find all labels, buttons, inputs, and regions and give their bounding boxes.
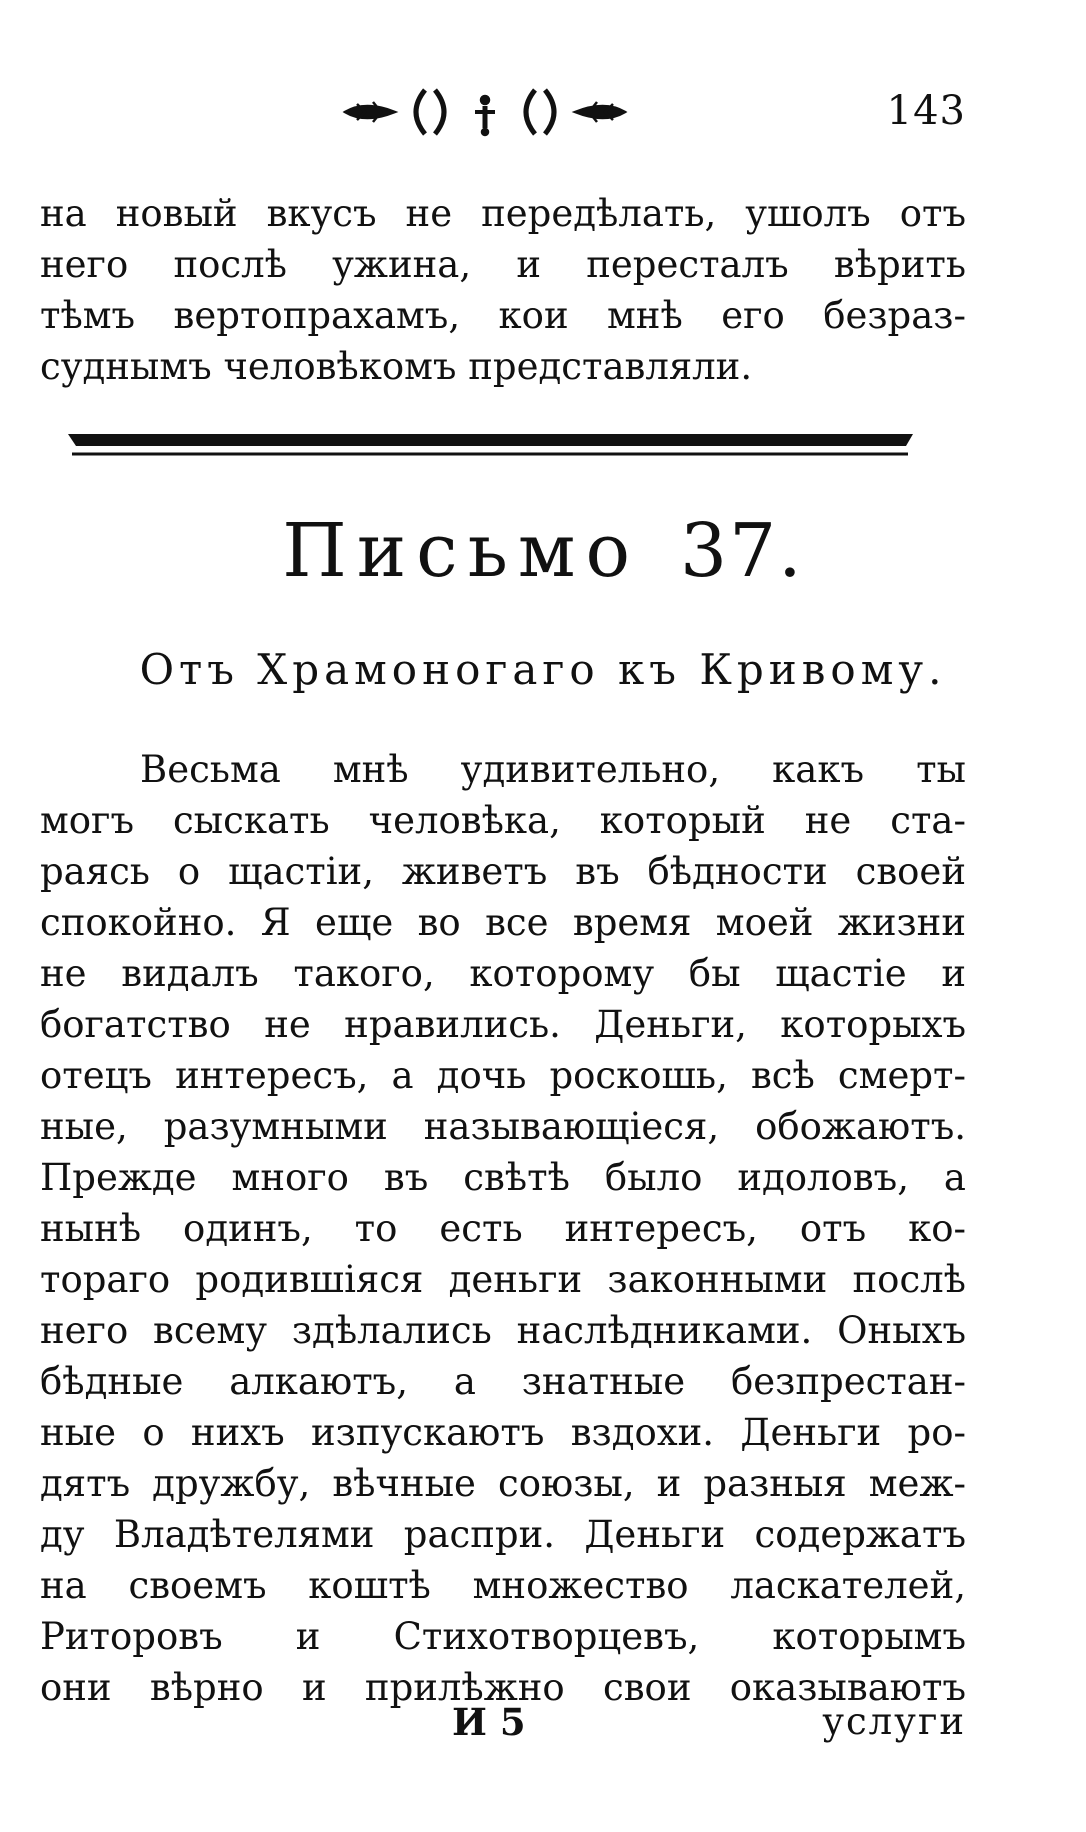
letter-subtitle: Отъ Храмоногаго къ Кривому. [139, 645, 947, 694]
text-line: Весьма мнѣ удивительно, какъ ты [140, 748, 966, 791]
text-line: дятъ дружбу, вѣчные союзы, и разныя меж- [40, 1462, 966, 1505]
fleuron-ornament-icon [335, 82, 635, 142]
text-line: нынѣ одинъ, то есть интересъ, отъ ко- [40, 1207, 966, 1250]
text-line: раясь о щастіи, живетъ въ бѣдности своей [40, 850, 966, 893]
text-line: могъ сыскать человѣка, который не ста- [40, 799, 966, 842]
text-line: не видалъ такого, которому бы щастіе и [40, 952, 966, 995]
text-line: суднымъ человѣкомъ представляли. [40, 345, 753, 388]
text-line: Риторовъ и Стихотворцевъ, которымъ [40, 1615, 966, 1658]
text-line: на своемъ коштѣ множество ласкателей, [40, 1564, 966, 1607]
text-line: ные о нихъ изпускаютъ вздохи. Деньги ро- [40, 1411, 966, 1454]
continued-paragraph [40, 188, 966, 392]
text-line: богатство не нравились. Деньги, которыхъ [40, 1003, 966, 1046]
text-line: тѣмъ вертопрахамъ, кои мнѣ его безраз- [40, 294, 966, 337]
page-footer [0, 1700, 1086, 1750]
signature-mark: И 5 [452, 1700, 526, 1744]
text-line: отецъ интересъ, а дочь роскошь, всѣ смерт- [40, 1054, 966, 1097]
text-line: на новый вкусъ не передѣлать, ушолъ отъ [40, 192, 966, 235]
catchword: услуги [822, 1700, 966, 1743]
text-line: спокойно. Я еще во все время моей жизни [40, 901, 966, 944]
text-line: они вѣрно и прилѣжно свои оказываютъ [40, 1666, 966, 1709]
page-header [0, 82, 1086, 142]
text-line: него всему здѣлались наслѣдниками. Оныхъ [40, 1309, 966, 1352]
letter-body [40, 744, 966, 1713]
text-line: ду Владѣтелями распри. Деньги содержатъ [40, 1513, 966, 1556]
letter-title-word: Письмо [282, 508, 640, 594]
page-number: 143 [886, 88, 966, 134]
text-line: Прежде много въ свѣтѣ было идоловъ, а [40, 1156, 966, 1199]
section-divider-rule [68, 432, 913, 460]
text-line: тораго родившіяся деньги законными послѣ [40, 1258, 966, 1301]
text-line: бѣдные алкаютъ, а знатные безпрестан- [40, 1360, 966, 1403]
text-line: него послѣ ужина, и пересталъ вѣрить [40, 243, 966, 286]
letter-heading [0, 508, 1086, 594]
letter-number: 37. [680, 508, 804, 594]
text-line: ные, разумными называющіеся, обожаютъ. [40, 1105, 966, 1148]
